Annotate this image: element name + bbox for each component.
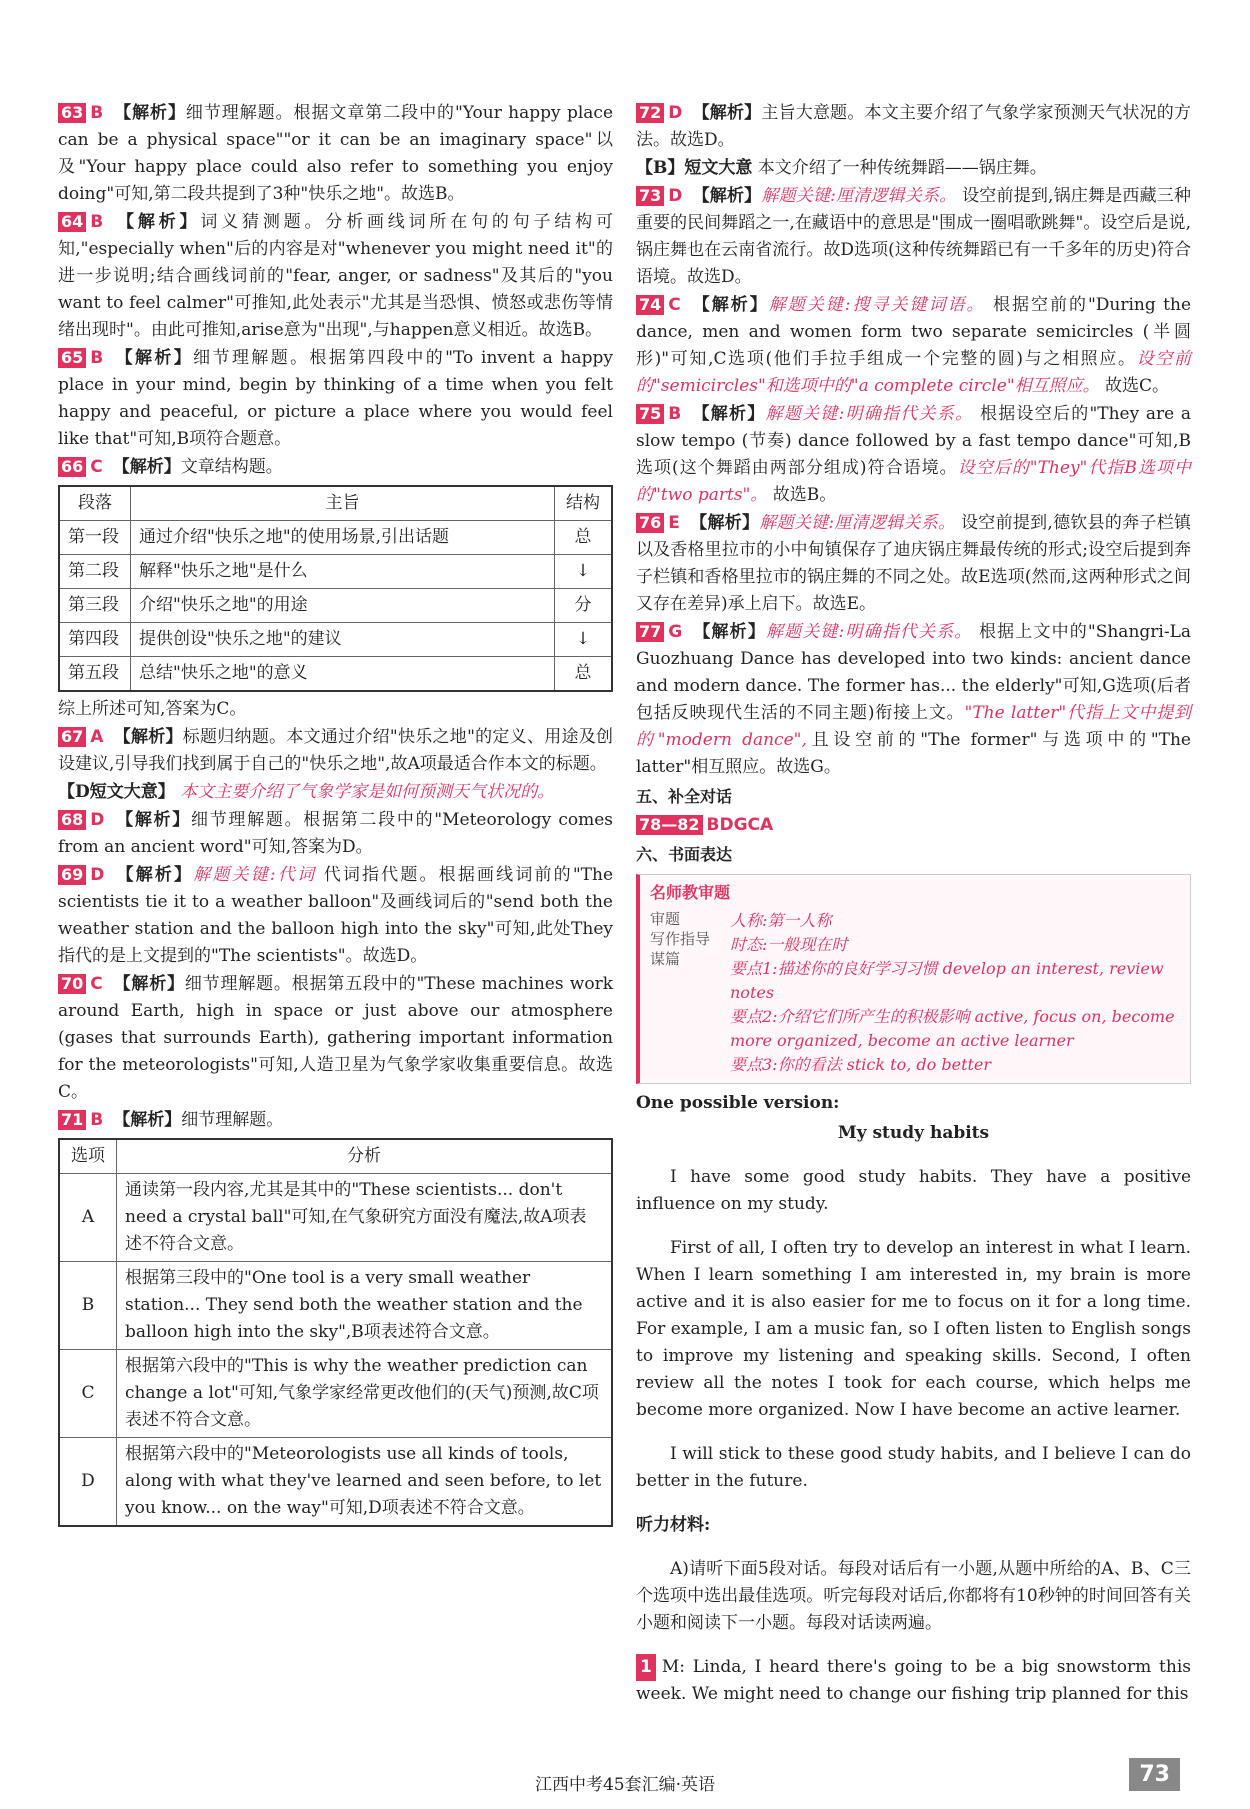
q-number: 75 xyxy=(636,404,664,424)
passage-b-summary xyxy=(636,155,1191,182)
analysis-text: 细节理解题。 xyxy=(181,1110,284,1130)
answer: B xyxy=(90,1110,104,1130)
struct-cell: ↓ xyxy=(555,555,613,589)
q77 xyxy=(636,619,1191,781)
q64 xyxy=(58,209,613,344)
guide-line: 要点1:描述你的良好学习习惯 develop an interest, review notes xyxy=(730,959,1164,1002)
struct-cell: ↓ xyxy=(555,623,613,657)
analysis-tail: 故选B。 xyxy=(772,485,837,505)
q76 xyxy=(636,510,1191,618)
writing-guide-box xyxy=(636,874,1191,1084)
cell: 根据第六段中的"Meteorologists use all kinds of tools, along with what they've learned and seen before, to let you know... on the way"可知,D项表述不符合文意。 xyxy=(117,1438,613,1527)
q71 xyxy=(58,1107,613,1134)
q-number: 69 xyxy=(58,865,86,885)
writing-guide-body xyxy=(650,909,1180,1077)
table-row xyxy=(59,555,612,589)
q-number: 64 xyxy=(58,212,86,232)
key-note: 解题关键:搜寻关键词语。 xyxy=(768,295,986,315)
q-number: 63 xyxy=(58,103,86,123)
analysis-tail: 故选C。 xyxy=(1105,376,1170,396)
answer: D xyxy=(90,865,105,885)
summary-text: 本文主要介绍了气象学家是如何预测天气状况的。 xyxy=(180,782,555,802)
q63 xyxy=(58,100,613,208)
q-number: 77 xyxy=(636,622,664,642)
cell: B xyxy=(59,1262,117,1350)
listening-intro: A)请听下面5段对话。每段对话后有一小题,从题中所给的A、B、C三个选项中选出最佳选项。听完每段对话后,你都将有10秒钟的时间回答有关小题和阅读下一小题。每段对话读两遍。 xyxy=(636,1559,1191,1633)
summary-text: 本文介绍了一种传统舞蹈——锅庄舞。 xyxy=(757,158,1047,178)
answer: A xyxy=(90,727,104,747)
essay-paragraph: First of all, I often try to develop an interest in what I learn. When I learn something I am interested in, my brain is more active and it is also easier for me to focus on it for a long time. For example, I am a music fan, so I often listen to English songs to improve my listening and speaking skills. Second, I often review all the notes I took for each course, which helps me become more organized. Now I have become an active learner. xyxy=(636,1238,1191,1420)
analysis-tag: 【解析】 xyxy=(112,974,185,994)
cell: D xyxy=(59,1438,117,1527)
answer: B xyxy=(668,404,682,424)
key-note-2: 设空前的"semicircles"和选项中的"a complete circle"相互照应。 xyxy=(636,349,1191,396)
guide-line: 要点3:你的看法 stick to, do better xyxy=(730,1055,992,1074)
answer: G xyxy=(668,622,683,642)
section-six-heading: 六、书面表达 xyxy=(636,845,733,864)
header-cell: 结构 xyxy=(555,486,613,521)
table-row xyxy=(59,1350,612,1438)
xie-label: 写作指导 xyxy=(650,930,711,948)
q73 xyxy=(636,183,1191,291)
cell: 根据第六段中的"This is why the weather prediction can change a lot"可知,气象学家经常更改他们的(天气)预测,故C项表述不符合文意。 xyxy=(117,1350,613,1438)
passage-d-summary xyxy=(58,779,613,806)
struct-cell: 总 xyxy=(555,657,613,692)
table-header-row xyxy=(59,1139,612,1174)
cell: 根据第三段中的"One tool is a very small weather station... They send both the weather station and the balloon high into the sky",B项表述符合文意。 xyxy=(117,1262,613,1350)
analysis-text: 标题归纳题。本文通过介绍"快乐之地"的定义、用途及创设建议,引导我们找到属于自己的"快乐之地",故A项最适合作本文的标题。 xyxy=(58,727,614,774)
q-number: 78—82 xyxy=(636,815,703,835)
guide-line: 时态:一般现在时 xyxy=(730,935,848,954)
analysis-text: 根据设空后的"They are a slow tempo (节奏) dance followed by a fast tempo dance"可知,B选项(这个舞蹈由两部分组成)符合语境。 xyxy=(636,404,1191,478)
q67 xyxy=(58,724,613,778)
analysis-tag: 【解析】 xyxy=(113,727,183,747)
q-number: 66 xyxy=(58,457,86,477)
answer: C xyxy=(90,974,103,994)
table-header-row xyxy=(59,486,612,521)
cell: A xyxy=(59,1174,117,1262)
essay-paragraph: I will stick to these good study habits, and I believe I can do better in the future. xyxy=(636,1444,1191,1491)
table-row xyxy=(59,657,612,692)
q-number: 70 xyxy=(58,974,86,994)
q-number: 76 xyxy=(636,513,664,533)
analysis-text: 设空前提到,锅庄舞是西藏三种重要的民间舞蹈之一,在藏语中的意思是"围成一圈唱歌跳舞"。设空后是说,锅庄舞也在云南省流行。故D选项(这种传统舞蹈已有一千多年的历史)符合语境。故选D。 xyxy=(636,186,1192,287)
q-number: 71 xyxy=(58,1110,86,1130)
header-cell: 选项 xyxy=(59,1139,117,1174)
analysis-tag: 【解析】 xyxy=(692,186,762,206)
answer: D xyxy=(90,810,105,830)
table-row xyxy=(59,1438,612,1527)
table-row xyxy=(59,521,612,555)
analysis-text: 根据空前的"During the dance, men and women form two separate semicircles (半圆形)"可知,C选项(他们手拉手组成一个完整的圆)与之相照应。 xyxy=(636,295,1192,369)
analysis-tag: 【解析】 xyxy=(689,513,760,533)
q69 xyxy=(58,862,613,970)
q65 xyxy=(58,345,613,453)
table-row xyxy=(59,1262,612,1350)
q66 xyxy=(58,454,613,481)
page-number: 73 xyxy=(1129,1758,1180,1791)
answer: B xyxy=(90,348,104,368)
cell: 第三段 xyxy=(59,589,131,623)
cell: 提供创设"快乐之地"的建议 xyxy=(131,623,555,657)
answer: C xyxy=(668,295,681,315)
q-number: 73 xyxy=(636,186,664,206)
key-note-2: 设空后的"They"代指B选项中的"two parts"。 xyxy=(636,458,1191,505)
analysis-text: 细节理解题。根据文章第二段中的"Your happy place can be a physical space""or it can be an imaginary space"以及"Your happy place could also refer to something you enjoy doing"可知,第二段共提到了3种"快乐之地"。故选B。 xyxy=(58,103,614,204)
analysis-tag: 【解析】 xyxy=(690,295,769,315)
key-note: 解题关键:厘清逻辑关系。 xyxy=(761,186,957,206)
analysis-text: 代词指代题。根据画线词前的"The scientists tie it to a weather balloon"及画线词后的"send both the weather station and the balloon high into the sky"可知,此处They指代的是上文提到的"The scientists"。故选D。 xyxy=(58,865,614,966)
q-number: 67 xyxy=(58,727,86,747)
key-note: 解题关键:明确指代关系。 xyxy=(765,404,974,424)
structure-table xyxy=(58,485,613,692)
analysis-text: 设空前提到,德钦县的奔子栏镇以及香格里拉市的小中甸镇保存了迪庆锅庄舞最传统的形式;设空后提到奔子栏镇和香格里拉市的锅庄舞的不同之处。故E选项(然而,这两种形式之间又存在差异)承上启下。故选E。 xyxy=(636,513,1192,614)
table-row xyxy=(59,589,612,623)
cell: 总结"快乐之地"的意义 xyxy=(131,657,555,692)
cell: 介绍"快乐之地"的用途 xyxy=(131,589,555,623)
struct-cell: 总 xyxy=(555,521,613,555)
q-number: 72 xyxy=(636,103,664,123)
footer: 江西中考45套汇编·英语 xyxy=(534,1775,716,1795)
summary-tag: 【B】短文大意 xyxy=(636,158,753,178)
listening-text: M: Linda, I heard there's going to be a big snowstorm this week. We might need to change our fishing trip planned for this xyxy=(636,1657,1191,1704)
answer: D xyxy=(668,186,683,206)
analysis-text: 根据上文中的"Shangri-La Guozhuang Dance has developed into two kinds: ancient dance and modern dance. The former has... the elderly"可知,G选项(后者包括反映现代生活的不同主题)衔接上文。 xyxy=(636,622,1192,723)
analysis-text: 主旨大意题。本文主要介绍了气象学家预测天气状况的方法。故选D。 xyxy=(636,103,1192,150)
key-note: 解题关键:明确指代关系。 xyxy=(765,622,973,642)
answer: D xyxy=(668,103,683,123)
guide-labels xyxy=(650,909,720,1077)
header-cell: 分析 xyxy=(117,1139,613,1174)
possible-version-label: One possible version: xyxy=(636,1093,840,1113)
cell: 第四段 xyxy=(59,623,131,657)
struct-cell: 分 xyxy=(555,589,613,623)
mou-label: 谋篇 xyxy=(650,950,681,968)
conclusion-66: 综上所述可知,答案为C。 xyxy=(58,699,247,719)
listening-heading: 听力材料: xyxy=(636,1515,711,1535)
q-number: 65 xyxy=(58,348,86,368)
header-cell: 段落 xyxy=(59,486,131,521)
analysis-tag: 【解析】 xyxy=(113,212,201,232)
essay-title: My study habits xyxy=(837,1123,990,1143)
analysis-tag: 【解析】 xyxy=(113,1110,182,1130)
analysis-tag: 【解析】 xyxy=(114,865,194,885)
cell: 通过介绍"快乐之地"的使用场景,引出话题 xyxy=(131,521,555,555)
answer: BDGCA xyxy=(706,815,774,835)
key-note: 解题关键:厘清逻辑关系。 xyxy=(759,513,956,533)
analysis-tag: 【解析】 xyxy=(692,622,766,642)
summary-tag: 【D短文大意】 xyxy=(58,782,175,802)
q78-82 xyxy=(636,812,1191,839)
key-note: 解题关键:代词 xyxy=(193,865,317,885)
essay-paragraph: I have some good study habits. They have a positive influence on my study. xyxy=(636,1167,1191,1214)
analysis-tag: 【解析】 xyxy=(113,348,194,368)
analysis-text: 细节理解题。根据第四段中的"To invent a happy place in your mind, begin by thinking of a time when you felt happy and peaceful, or picture a place where you would feel like that"可知,B项符合题意。 xyxy=(58,348,614,449)
cell: C xyxy=(59,1350,117,1438)
key-note-2: "The latter"代指上文中提到的"modern dance", xyxy=(636,703,1191,750)
guide-line: 要点2:介绍它们所产生的积极影响 active, focus on, become more organized, become an active learner xyxy=(730,1007,1175,1050)
cell: 解释"快乐之地"是什么 xyxy=(131,555,555,589)
right-column xyxy=(636,100,1191,1709)
q74 xyxy=(636,292,1191,400)
guide-lines xyxy=(730,909,1180,1077)
options-table xyxy=(58,1138,613,1527)
analysis-text: 细节理解题。根据第二段中的"Meteorology comes from an ancient word"可知,答案为D。 xyxy=(58,810,614,857)
answer: B xyxy=(90,212,104,232)
writing-guide-title: 名师教审题 xyxy=(650,883,731,902)
analysis-tag: 【解析】 xyxy=(112,457,181,477)
cell: 第五段 xyxy=(59,657,131,692)
header-cell: 主旨 xyxy=(131,486,555,521)
left-column xyxy=(58,100,613,1531)
cell: 第一段 xyxy=(59,521,131,555)
l-number: 1 xyxy=(636,1654,656,1681)
table-row xyxy=(59,623,612,657)
analysis-tail: 且设空前的"The former"与选项中的"The latter"相互照应。故选G。 xyxy=(636,730,1191,777)
analysis-tag: 【解析】 xyxy=(692,103,762,123)
analysis-tag: 【解析】 xyxy=(691,404,766,424)
q-number: 68 xyxy=(58,810,86,830)
answer: B xyxy=(90,103,104,123)
answer: C xyxy=(90,457,103,477)
cell: 通读第一段内容,尤其是其中的"These scientists... don't need a crystal ball"可知,在气象研究方面没有魔法,故A项表述不符合文意。 xyxy=(117,1174,613,1262)
table-row xyxy=(59,1174,612,1262)
section-five-heading: 五、补全对话 xyxy=(636,787,733,806)
analysis-text: 文章结构题。 xyxy=(180,457,283,477)
q68 xyxy=(58,807,613,861)
shen-label: 审题 xyxy=(650,910,681,928)
q75 xyxy=(636,401,1191,509)
q70 xyxy=(58,971,613,1106)
analysis-text: 词义猜测题。分析画线词所在句的句子结构可知,"especially when"后的内容是对"whenever you might need it"的进一步说明;结合画线词前的"fear, anger, or sadness"及其后的"you want to feel calmer"可推知,此处表示"尤其是当恐惧、愤怒或悲伤等情绪出现时"。由此可推知,arise意为"出现",与happen意义相近。故选B。 xyxy=(58,212,614,340)
q-number: 74 xyxy=(636,295,664,315)
listening-1 xyxy=(636,1654,1191,1708)
analysis-text: 细节理解题。根据第五段中的"These machines work around Earth, high in space or just above our atmosphere (gases that surrounds Earth), gathering important information for the meteorologists"可知,人造卫星为气象学家收集重要信息。故选C。 xyxy=(58,974,613,1102)
analysis-tag: 【解析】 xyxy=(113,103,186,123)
guide-line: 人称:第一人称 xyxy=(730,911,832,930)
q72 xyxy=(636,100,1191,154)
analysis-tag: 【解析】 xyxy=(114,810,191,830)
cell: 第二段 xyxy=(59,555,131,589)
answer: E xyxy=(668,513,680,533)
